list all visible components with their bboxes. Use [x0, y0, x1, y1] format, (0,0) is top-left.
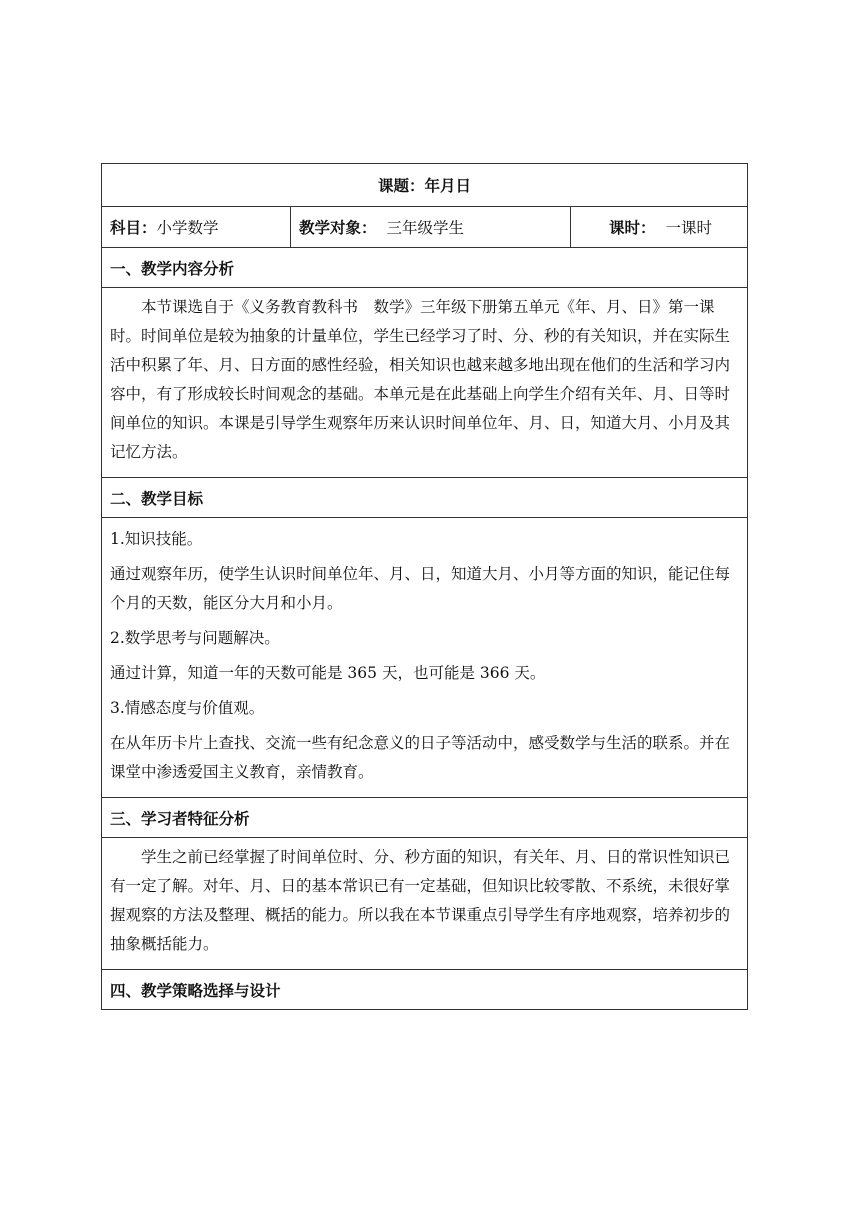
subject-label: 科目：	[110, 218, 157, 237]
content-analysis-body	[102, 288, 748, 478]
strategy-heading: 四、教学策略选择与设计	[102, 970, 748, 1010]
content-analysis-heading: 一、教学内容分析	[102, 248, 748, 288]
section-body-row	[102, 838, 748, 970]
content-analysis-text: 本节课选自于《义务教育教科书 数学》三年级下册第五单元《年、月、日》第一课时。时间单位是较为抽象的计量单位，学生已经学习了时、分、秒的有关知识，并在实际生活中积累了年、月、日方面的感性经验，相关知识也越来越多地出现在他们的生活和学习内容中，有了形成较长时间观念的基础。本单元是在此基础上向学生介绍有关年、月、日等时间单位的知识。本课是引导学生观察年历来认识时间单位年、月、日，知道大月、小月及其记忆方法。	[110, 298, 731, 461]
target-cell	[291, 207, 571, 248]
title-label: 课题：	[377, 176, 425, 195]
learner-analysis-body	[102, 838, 748, 970]
subject-value: 小学数学	[156, 219, 219, 237]
hours-cell	[571, 207, 748, 248]
goal-item: 通过计算，知道一年的天数可能是 365 天，也可能是 366 天。	[110, 664, 546, 682]
goal-item: 1.知识技能。	[110, 530, 203, 548]
hours-value: 一课时	[665, 219, 713, 237]
subject-cell	[102, 207, 291, 248]
goal-item: 3.情感态度与价值观。	[110, 699, 265, 717]
goals-body	[102, 518, 748, 798]
goals-heading: 二、教学目标	[102, 478, 748, 518]
lesson-plan-table	[101, 163, 748, 1010]
section-body-row	[102, 518, 748, 798]
section-heading-row	[102, 478, 748, 518]
goal-item: 2.数学思考与问题解决。	[110, 629, 280, 647]
learner-analysis-text: 学生之前已经掌握了时间单位时、分、秒方面的知识，有关年、月、日的常识性知识已有一定了解。对年、月、日的基本常识已有一定基础，但知识比较零散、不系统，未很好掌握观察的方法及整理、概括的能力。所以我在本节课重点引导学生有序地观察，培养初步的抽象概括能力。	[110, 848, 731, 953]
target-value: 三年级学生	[386, 219, 465, 237]
section-body-row	[102, 288, 748, 478]
section-heading-row	[102, 798, 748, 838]
section-heading-row	[102, 248, 748, 288]
goal-item: 通过观察年历，使学生认识时间单位年、月、日，知道大月、小月等方面的知识，能记住每个月的天数，能区分大月和小月。	[110, 565, 731, 612]
goal-item: 在从年历卡片上查找、交流一些有纪念意义的日子等活动中，感受数学与生活的联系。并在课堂中渗透爱国主义教育，亲情教育。	[110, 734, 731, 781]
learner-analysis-heading: 三、学习者特征分析	[102, 798, 748, 838]
meta-row	[102, 207, 748, 248]
title-row	[102, 164, 748, 207]
section-heading-row	[102, 970, 748, 1010]
hours-label: 课时：	[609, 218, 656, 237]
target-label: 教学对象：	[299, 218, 377, 237]
lesson-title	[102, 164, 748, 207]
title-value: 年月日	[424, 176, 472, 195]
